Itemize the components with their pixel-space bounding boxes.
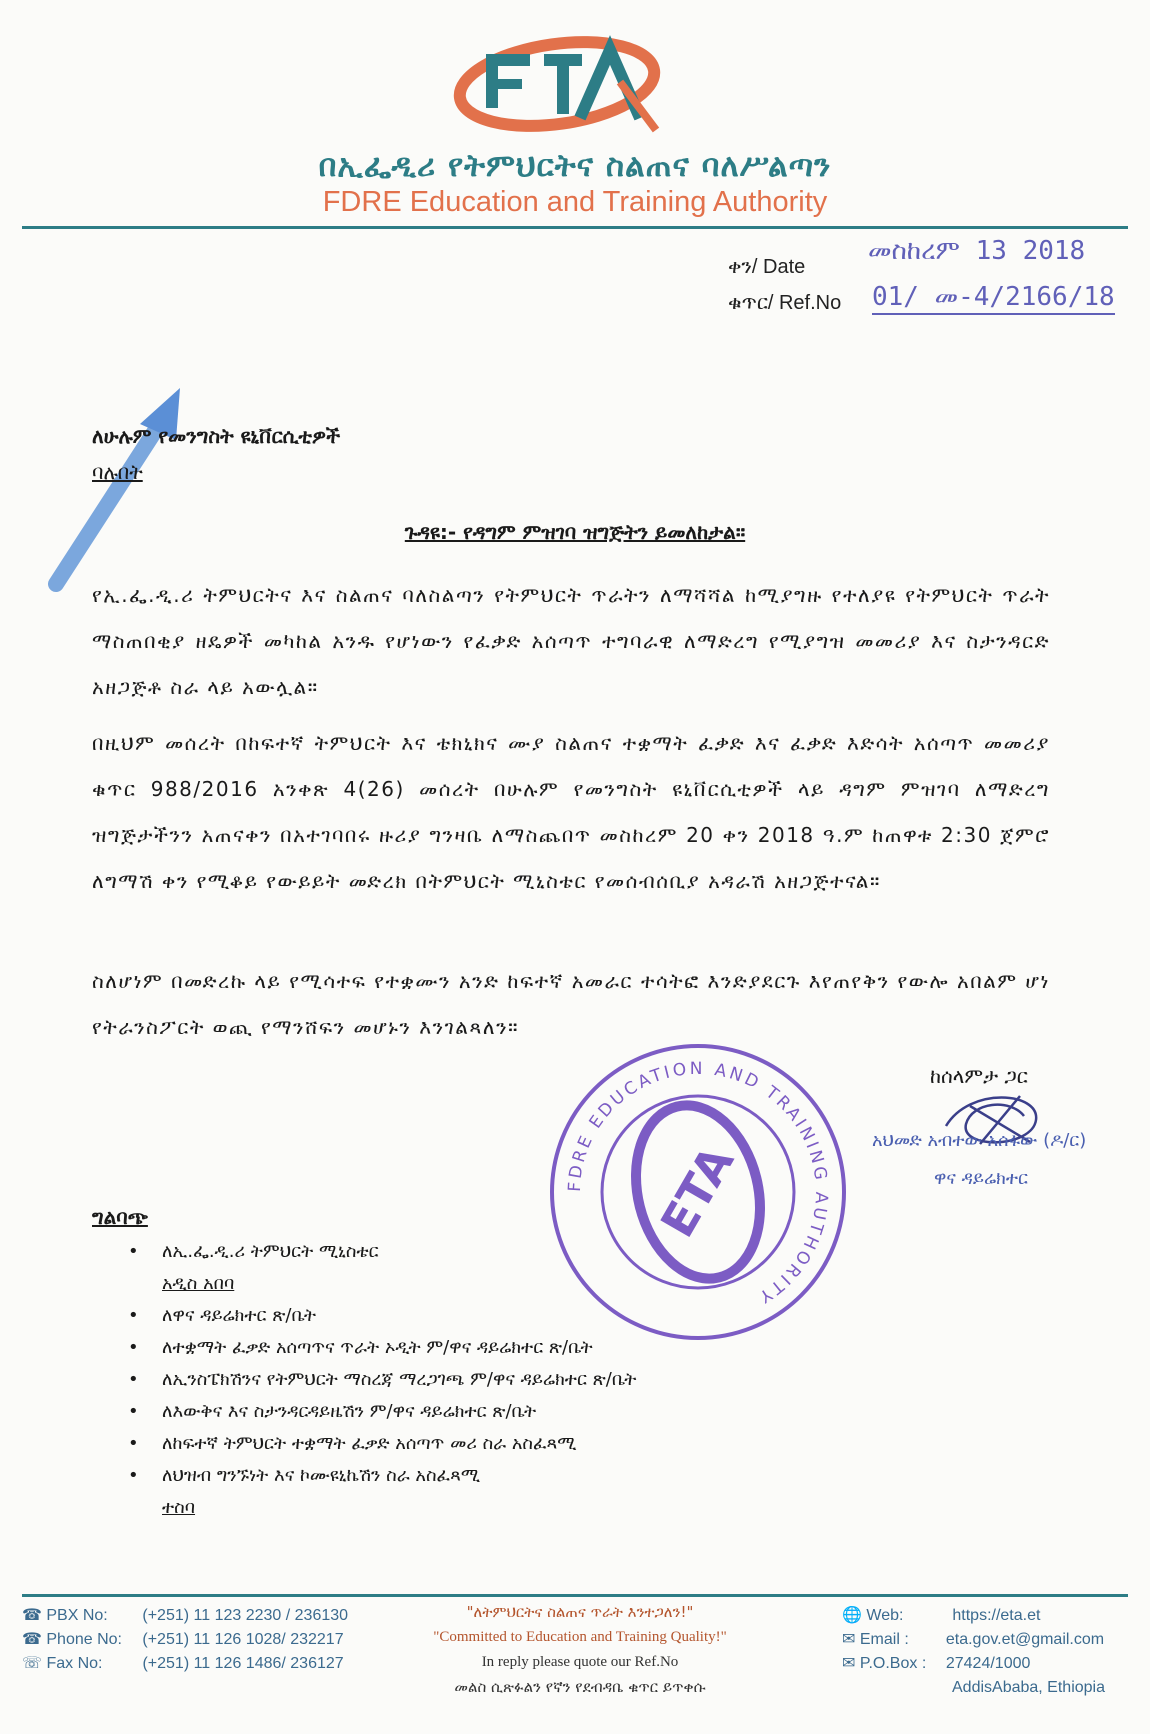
body-paragraph-1: የኢ.ፌ.ዲ.ሪ ትምህርትና እና ስልጠና ባለስልጣን የትምህርት ጥራትን ለማሻሻል ከሚያግዙ የተለያዩ የትምህርት ጥራት ማስጠበቂያ ዘዴዎች መካከል አንዱ የሆነውን የፈቃድ አሰጣጥ ተግባራዊ ለማድረግ የሚያግዝ መመሪያ እና ስታንዳርድ አዘጋጅቶ ስራ ላይ አውሏል።: [92, 583, 1050, 699]
motto-english: "Committed to Education and Training Quality!": [433, 1629, 727, 1645]
cc-item: • ለተቋማት ፈቃድ አሰጣጥና ጥራት ኦዲት ም/ዋና ዳይሬክተር ጽ/ቤት: [128, 1332, 768, 1364]
signer-name: አህመድ አብተው አሰፋው (ዶ/ር): [872, 1130, 1087, 1151]
email-link[interactable]: eta.gov.et@gmail.com: [945, 1631, 1105, 1648]
date-label: ቀን/ Date: [728, 256, 806, 278]
web-link[interactable]: https://eta.et: [952, 1607, 1041, 1624]
cc-item: • ለኢንስፔክሽንና የትምህርት ማስረጃ ማረጋገጫ ም/ዋና ዳይሬክተር ጽ/ቤት: [128, 1364, 768, 1396]
closing-greeting: ከሰላምታ ጋር: [930, 1064, 1028, 1088]
ref-value: 01/ መ-4/2166/18: [872, 282, 1115, 315]
fax-icon: ☏: [22, 1655, 47, 1672]
cc-item: • ለእውቅና እና ስታንዳርዳይዜሽን ም/ዋና ዳይሬክተር ጽ/ቤት: [128, 1396, 768, 1428]
footer-web-contacts: 🌐 Web: https://eta.et ✉ Email : eta.gov.et@gmail.com ✉ P.O.Box : 27424/1000 AddisAbaba, Ethiopia: [842, 1604, 1142, 1700]
phone-icon: ☎: [22, 1631, 47, 1648]
cc-item: • ለከፍተኛ ትምህርት ተቋማት ፈቃድ አሰጣጥ መሪ ስራ አስፈጻሚ: [128, 1428, 768, 1460]
subject-line: [0, 520, 1150, 544]
date-value: መስከረም 13 2018: [868, 236, 1086, 266]
footer-city: AddisAbaba, Ethiopia: [952, 1679, 1105, 1696]
recipient-line1: ለሁሉም የመንግስት ዩኒቨርሲቲዎች: [92, 424, 341, 448]
footer-divider: [22, 1594, 1128, 1597]
phone-icon: ☎: [22, 1607, 47, 1624]
mail-icon: ✉: [842, 1655, 860, 1672]
footer-contacts: ☎ PBX No: (+251) 11 123 2230 / 236130 ☎ Phone No: (+251) 11 126 1028/ 232217 ☏ Fax No: (+251) 11 126 1486/ 236127: [22, 1607, 349, 1672]
subject-text: ጉዳዩ:- የዳግም ምዝገባ ዝግጅትን ይመለከታል።: [404, 520, 746, 544]
org-name-english: FDRE Education and Training Authority: [322, 186, 828, 218]
mail-icon: ✉: [842, 1631, 860, 1648]
eta-logo: [452, 22, 662, 142]
reply-note: In reply please quote our Ref.No: [481, 1654, 679, 1670]
signer-title: ዋና ዳይሬክተር: [934, 1168, 1028, 1189]
stamp-outer-text: FDRE EDUCATION AND TRAINING AUTHORITY: [564, 1058, 832, 1308]
stamp-logo-text: ETA: [650, 1136, 745, 1247]
reply-note-amharic: መልስ ሲጽፉልን የኛን የደብዳቤ ቁጥር ይጥቀሱ: [454, 1678, 706, 1696]
recipient-line2: ባሉበት: [92, 460, 143, 484]
cc-heading: ግልባጭ: [92, 1205, 148, 1229]
cc-item-sub: አዲስ አበባ: [162, 1273, 235, 1294]
cc-item: • ለዋና ዳይሬክተር ጽ/ቤት: [128, 1300, 768, 1332]
body-paragraph-3: ስለሆነም በመድረኩ ላይ የሚሳተፍ የተቋሙን አንድ ከፍተኛ አመራር ተሳትፎ እንድያደርጉ እየጠየቅን የውሎ አበልም ሆነ የትራንስፖርት ወጪ የማንሸፍን መሆኑን እንገልጻለን።: [92, 969, 1050, 1039]
footer-center: [420, 1600, 740, 1700]
body-paragraph-2: በዚህም መሰረት በከፍተኛ ትምህርት እና ቴክኒክና ሙያ ስልጠና ተቋማት ፈቃድ እና ፈቃድ እድሳት አሰጣጥ መመሪያ ቁጥር 988/2016 አንቀጽ 4(26) መሰረት በሁሉም የመንግስት ዩኒቨርሲቲዎች ላይ ዳግም ምዝገባ ለማድረግ ዝግጅታችንን አጠናቀን በአተገባበሩ ዙሪያ ግንዛቤ ለማስጨበጥ መስከረም 20 ቀን 2018 ዓ.ም ከጠዋቱ 2:30 ጀምሮ ለግማሽ ቀን የሚቆይ የውይይት መድረክ በትምህርት ሚኒስቴር የመሰብሰቢያ አዳራሽ አዘጋጅተናል።: [92, 731, 1050, 893]
motto-amharic: "ለትምህርትና ስልጠና ጥራት እንተጋለን!": [466, 1603, 694, 1621]
cc-item: • ለኢ.ፌ.ዲ.ሪ ትምህርት ሚኒስቴር አዲስ አበባ: [128, 1236, 768, 1300]
globe-icon: 🌐: [842, 1607, 867, 1624]
header-divider: [22, 226, 1128, 229]
cc-item-sub: ተስባ: [162, 1497, 196, 1518]
blue-arrow-mark: [48, 384, 188, 594]
cc-item: • ለህዝብ ግንኙነት እና ኮሙዩኒኬሽን ስራ አስፈጻሚ ተስባ: [128, 1460, 768, 1524]
cc-list: [128, 1236, 768, 1524]
ref-label: ቁጥር/ Ref.No: [728, 292, 842, 314]
org-name-amharic: በኢፌዲሪ የትምህርትና ስልጠና ባለሥልጣን: [318, 148, 832, 184]
